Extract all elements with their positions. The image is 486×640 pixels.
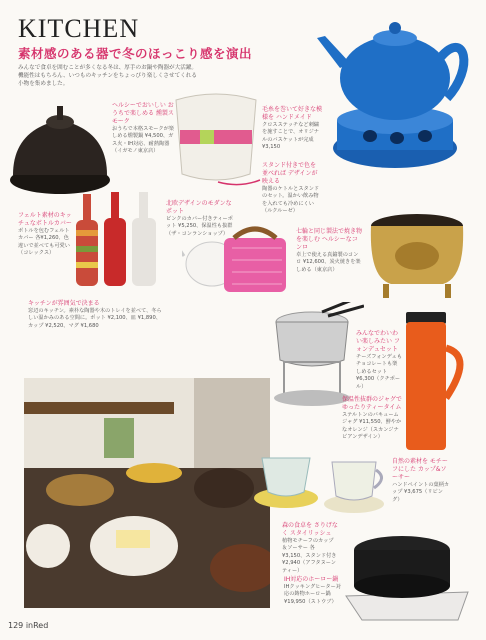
caption-fondue: みんなでわいわい楽しみたい フォンデュセット チーズフォンデュもチョコレートも楽しめるセット ¥6,300（クチポール） bbox=[356, 330, 403, 390]
page-subtitle: 素材感のある器で冬のほっこり感を演出 bbox=[18, 46, 253, 61]
caption-cups: 自然の素材を モチーフにした カップ&ソーサー ハンドペイントの葉柄カップ ¥3,675（リビング） bbox=[392, 458, 450, 503]
cups-image bbox=[252, 448, 388, 520]
orange-jug-image bbox=[402, 308, 478, 458]
caption-jug: 保温性抜群のジャグで ゆったりティータイム ステルトンのバキュームジャグ ¥11,550、鮮やかなオレンジ（スカンジナビアンデザイン） bbox=[342, 396, 402, 441]
caption-kettle: スタンド付きで色を並べれば デザインが映える 陶器のケトルとスタンドのセット。温かい飲み物を入れても冷めにくい（ルクルーゼ） bbox=[262, 162, 320, 215]
page-title: KITCHEN bbox=[18, 14, 140, 43]
kitchen-room-photo bbox=[24, 378, 270, 608]
basket-image bbox=[170, 92, 262, 192]
caption-room: キッチンが雰囲気で決まる 窓辺のキッチン。素朴な陶器や木のトレイを並べて、冬らしい温かみのある空間に。ポット ¥2,100、皿 ¥1,890、カップ ¥2,520、マグ ¥1,680 bbox=[28, 300, 162, 329]
page-footer: 129 inRed bbox=[8, 621, 49, 630]
caption-basket: 毛糸を巻いて好きな模様を ハンドメイド クロスステッチなど刺繍を施すことで、オリジナルのバスケットが完成 ¥3,150 bbox=[262, 106, 323, 151]
black-pot-image bbox=[5, 100, 115, 200]
caption-stove: 七輪と同じ製法で焼き物を楽しむ ヘルシーなコンロ 卓上で使える真鍮製のコンロ ¥12,600、炭火焼きを楽しめる（東京店） bbox=[296, 228, 363, 273]
bottles-image bbox=[72, 190, 164, 290]
caption-bottles: フェルト素材のキッチュなボトルカバー ボトルを包むフェルトカバー 各¥1,260、色違いで並べても可愛い（コレックス） bbox=[18, 212, 72, 257]
caption-pink-pot: 北欧デザインのモダンなポット ピンクのカバー付きティーポット ¥5,250、保温性も抜群（ザ・コンランショップ） bbox=[166, 200, 233, 237]
brass-stove-image bbox=[365, 212, 470, 302]
caption-stand: 森の食卓を さりげなく スタイリッシュ 植物モチーフのカップ＆ソーサー 各¥3,150、スタンド付き ¥2,940（アフタヌーンティー） bbox=[282, 522, 338, 574]
caption-smoker: ヘルシーでおいしい おうちで楽しめる 燻製スモーク おうちで本格スモークが楽しめる燻製鍋 ¥4,500、ガス火・IH対応、耐熱陶器（イガモノ東京店） bbox=[112, 102, 174, 155]
blue-kettle-image bbox=[315, 8, 475, 178]
caption-ih-pot: IH対応のホーロー鍋 IHクッキングヒーター対応の鋳物ホーロー鍋 ¥19,950（ストウブ） bbox=[284, 576, 341, 605]
ih-pot-image bbox=[340, 526, 470, 626]
intro-text: みんなで食卓を囲むことが多くなる冬は、厚手のお鍋や陶器が大活躍。機能性はもちろん、いつものキッチンをちょっぴり楽しくさせてくれる小物を集めました。 bbox=[18, 65, 198, 87]
